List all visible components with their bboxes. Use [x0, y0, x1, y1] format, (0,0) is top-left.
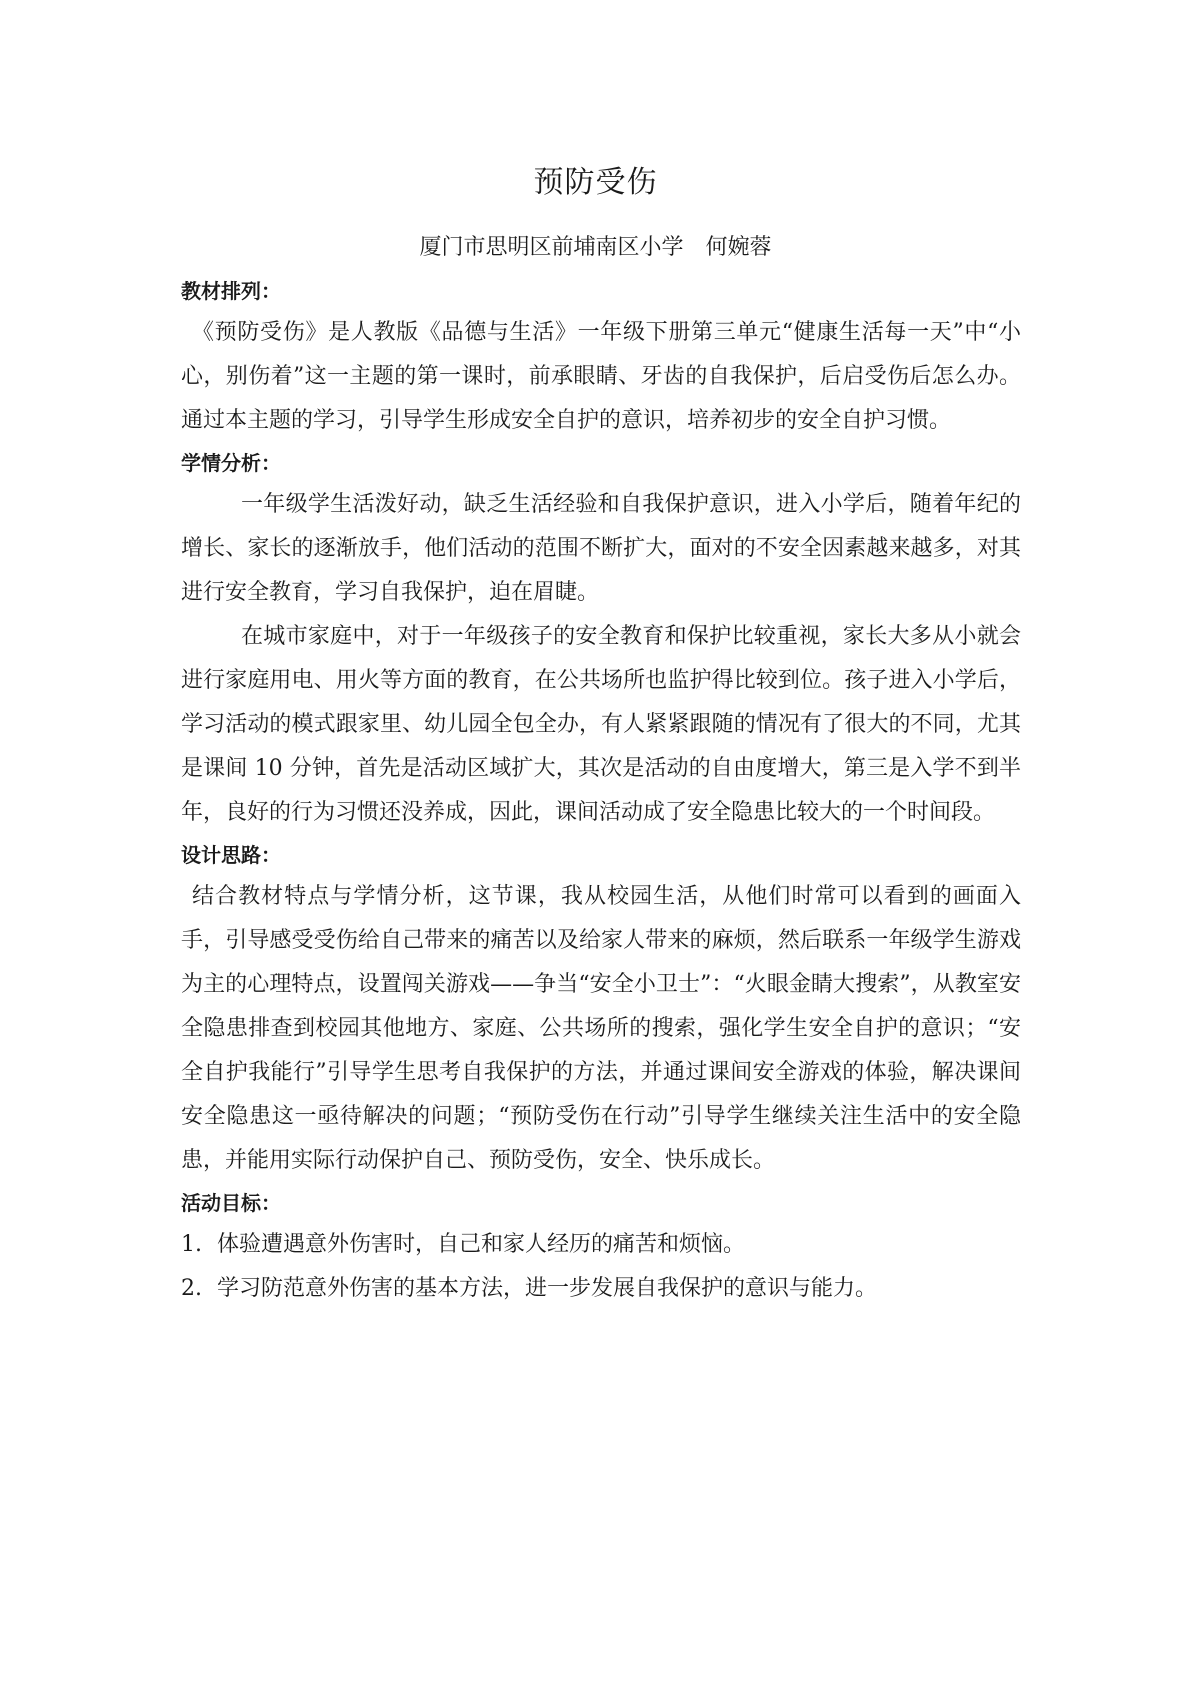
design-paragraph: 结合教材特点与学情分析，这节课，我从校园生活，从他们时常可以看到的画面入手，引导感受受伤给自己带来的痛苦以及给家人带来的麻烦，然后联系一年级学生游戏为主的心理特点，设置闯关游戏——争当“安全小卫士”：“火眼金睛大搜索”，从教室安全隐患排查到校园其他地方、家庭、公共场所的搜索，强化学生安全自护的意识；“安全自护我能行”引导学生思考自我保护的方法，并通过课间安全游戏的体验，解决课间安全隐患这一亟待解决的问题；“预防受伤在行动”引导学生继续关注生活中的安全隐患，并能用实际行动保护自己、预防受伤，安全、快乐成长。: [181, 884, 1021, 1173]
document-body: [181, 271, 1021, 1311]
goal-item: [181, 1223, 1021, 1267]
document-author: 厦门市思明区前埔南区小学 何婉蓉: [419, 235, 772, 260]
textbook-paragraph: 《预防受伤》是人教版《品德与生活》一年级下册第三单元“健康生活每一天”中“小心，别伤着”这一主题的第一课时，前承眼睛、牙齿的自我保护，后启受伤后怎么办。通过本主题的学习，引导学生形成安全自护的意识，培养初步的安全自护习惯。: [181, 320, 1021, 433]
goal-item-text: 体验遭遇意外伤害时，自己和家人经历的痛苦和烦恼。: [217, 1232, 746, 1257]
analysis-paragraph-1: 一年级学生活泼好动，缺乏生活经验和自我保护意识，进入小学后，随着年纪的增长、家长的逐渐放手，他们活动的范围不断扩大，面对的不安全因素越来越多，对其进行安全教育，学习自我保护，迫在眉睫。: [181, 492, 1021, 605]
goal-item: [181, 1267, 1021, 1311]
section-heading-textbook: 教材排列：: [181, 279, 281, 303]
document-title: 预防受伤: [533, 165, 658, 200]
goal-item-text: 学习防范意外伤害的基本方法，进一步发展自我保护的意识与能力。: [217, 1276, 878, 1301]
goal-item-number: 2.: [181, 1276, 202, 1301]
section-heading-goals: 活动目标：: [181, 1191, 281, 1215]
section-heading-design: 设计思路：: [181, 843, 281, 867]
goal-item-number: 1.: [181, 1232, 202, 1257]
analysis-paragraph-2: 在城市家庭中，对于一年级孩子的安全教育和保护比较重视，家长大多从小就会进行家庭用电、用火等方面的教育，在公共场所也监护得比较到位。孩子进入小学后，学习活动的模式跟家里、幼儿园全包全办，有人紧紧跟随的情况有了很大的不同，尤其是课间 10 分钟，首先是活动区域扩大，其次是活动的自由度增大，第三是入学不到半年，良好的行为习惯还没养成，因此，课间活动成了安全隐患比较大的一个时间段。: [181, 624, 1021, 825]
section-heading-analysis: 学情分析：: [181, 451, 281, 475]
